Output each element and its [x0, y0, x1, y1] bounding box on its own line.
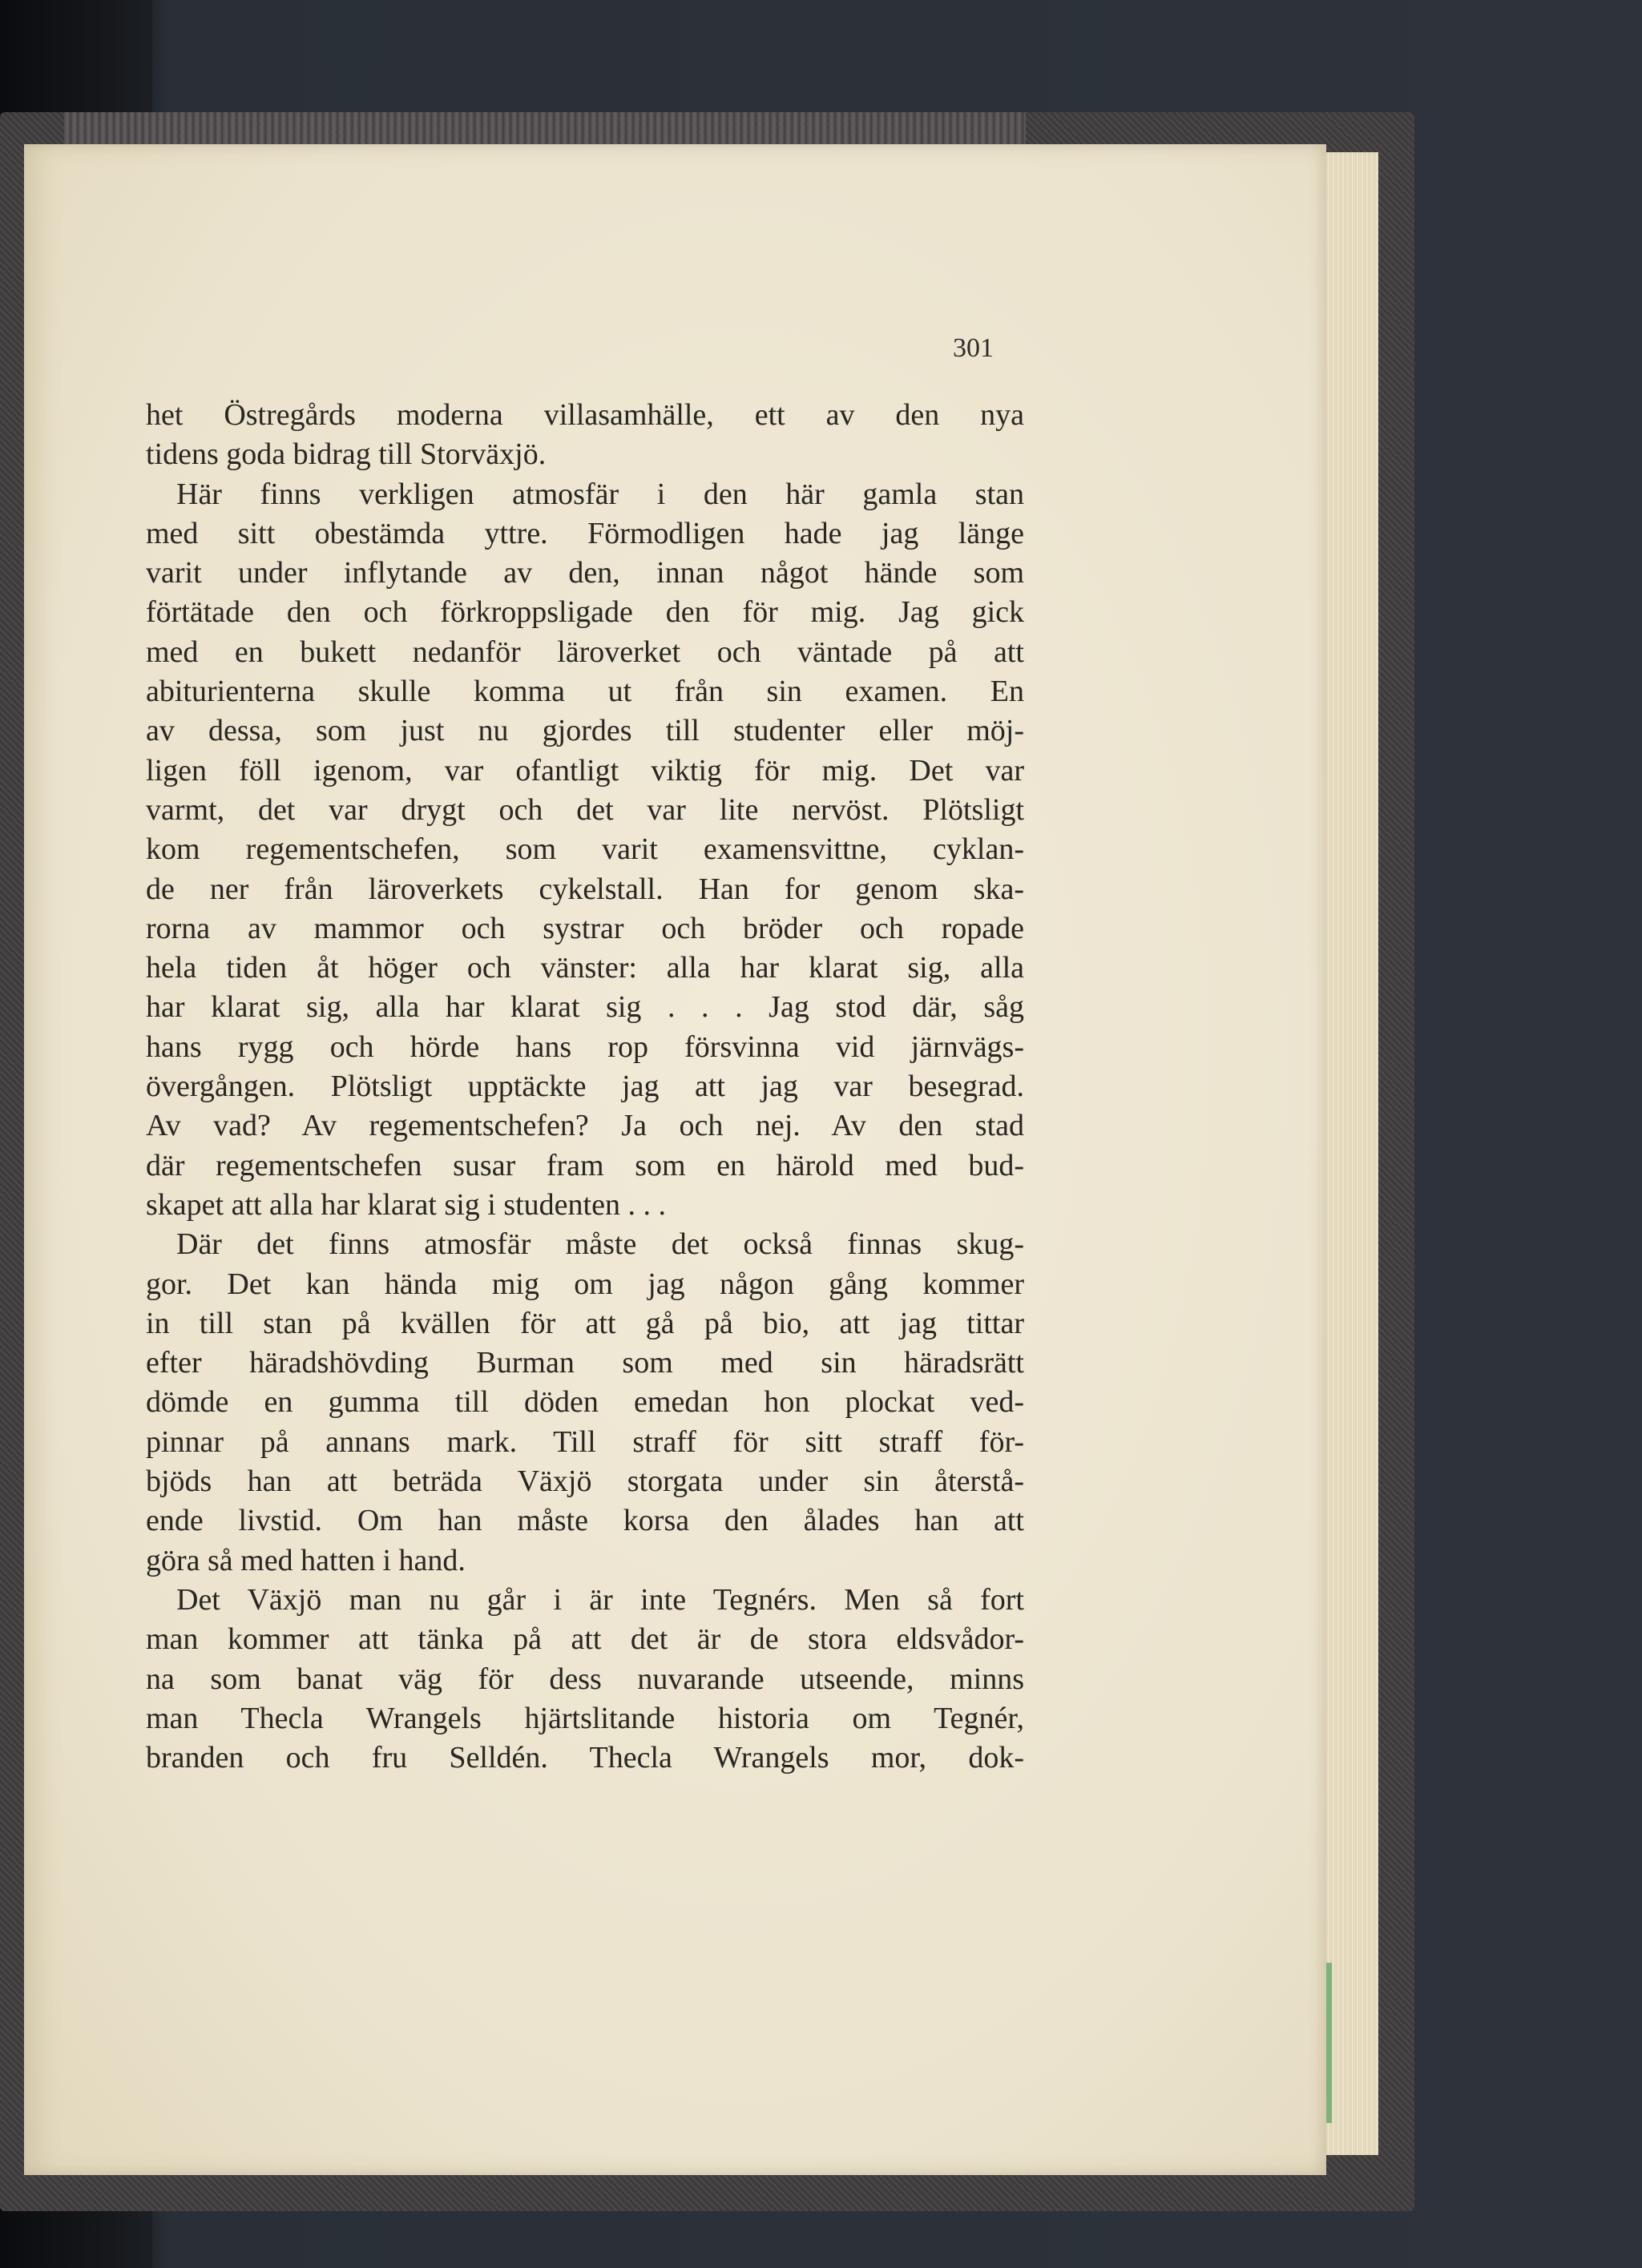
text-line: in till stan på kvällen för att gå på bio, att jag tittar: [146, 1306, 1024, 1340]
text-line: övergången. Plötsligt upptäckte jag att jag var besegrad.: [146, 1070, 1024, 1104]
text-line: varmt, det var drygt och det var lite nervöst. Plötsligt: [146, 792, 1024, 827]
text-line: av dessa, som just nu gjordes till studenter eller möj-: [146, 714, 1024, 748]
text-line: hela tiden åt höger och vänster: alla har klarat sig, alla: [146, 951, 1024, 985]
text-line: het Östregårds moderna villasamhälle, ett av den nya: [146, 398, 1024, 432]
text-line: gor. Det kan hända mig om jag någon gång kommer: [146, 1267, 1024, 1301]
text-line: de ner från läroverkets cykelstall. Han for genom ska-: [146, 872, 1024, 906]
text-line: ligen föll igenom, var ofantligt viktig för mig. Det var: [146, 753, 1024, 788]
text-line: pinnar på annans mark. Till straff för sitt straff för-: [146, 1424, 1024, 1459]
text-line: rorna av mammor och systrar och bröder och ropade: [146, 911, 1024, 945]
text-line: man Thecla Wrangels hjärtslitande historia om Tegnér,: [146, 1701, 1024, 1735]
text-line: göra så med hatten i hand.: [146, 1543, 466, 1577]
text-line: tidens goda bidrag till Storväxjö.: [146, 437, 547, 472]
text-line: hans rygg och hörde hans rop försvinna vid järnvägs-: [146, 1029, 1024, 1064]
text-line: Av vad? Av regementschefen? Ja och nej. Av den stad: [146, 1109, 1024, 1143]
text-line: kom regementschefen, som varit examensvittne, cyklan-: [146, 832, 1024, 867]
text-line: abiturienterna skulle komma ut från sin examen. En: [146, 675, 1024, 709]
text-line: na som banat väg för dess nuvarande utseende, minns: [146, 1662, 1024, 1696]
text-line: med en bukett nedanför läroverket och väntade på att: [146, 634, 1024, 669]
text-line: man kommer att tänka på att det är de stora eldsvådor-: [146, 1622, 1024, 1657]
text-line: där regementschefen susar fram som en härold med bud-: [146, 1148, 1024, 1182]
text-line: branden och fru Selldén. Thecla Wrangels mor, dok-: [146, 1741, 1024, 1775]
text-line: ende livstid. Om han måste korsa den ålades han att: [146, 1504, 1024, 1538]
text-line: Där det finns atmosfär måste det också finnas skug-: [176, 1227, 1024, 1262]
text-line: bjöds han att beträda Växjö storgata under sin återstå-: [146, 1464, 1024, 1499]
page-number: 301: [953, 333, 994, 363]
text-line: Här finns verkligen atmosfär i den här gamla stan: [176, 477, 1024, 511]
text-line: dömde en gumma till döden emedan hon plockat ved-: [146, 1385, 1024, 1420]
text-line: med sitt obestämda yttre. Förmodligen hade jag länge: [146, 516, 1024, 550]
page-text-body: [146, 396, 1024, 1778]
text-line: varit under inflytande av den, innan något hände som: [146, 556, 1024, 590]
text-line: Det Växjö man nu går i är inte Tegnérs. Men så fort: [176, 1582, 1024, 1617]
text-line: skapet att alla har klarat sig i studenten . . .: [146, 1187, 666, 1222]
text-line: efter häradshövding Burman som med sin häradsrätt: [146, 1346, 1024, 1380]
text-line: förtätade den och förkroppsligade den för mig. Jag gick: [146, 595, 1024, 630]
text-line: har klarat sig, alla har klarat sig . . . Jag stod där, såg: [146, 990, 1024, 1025]
